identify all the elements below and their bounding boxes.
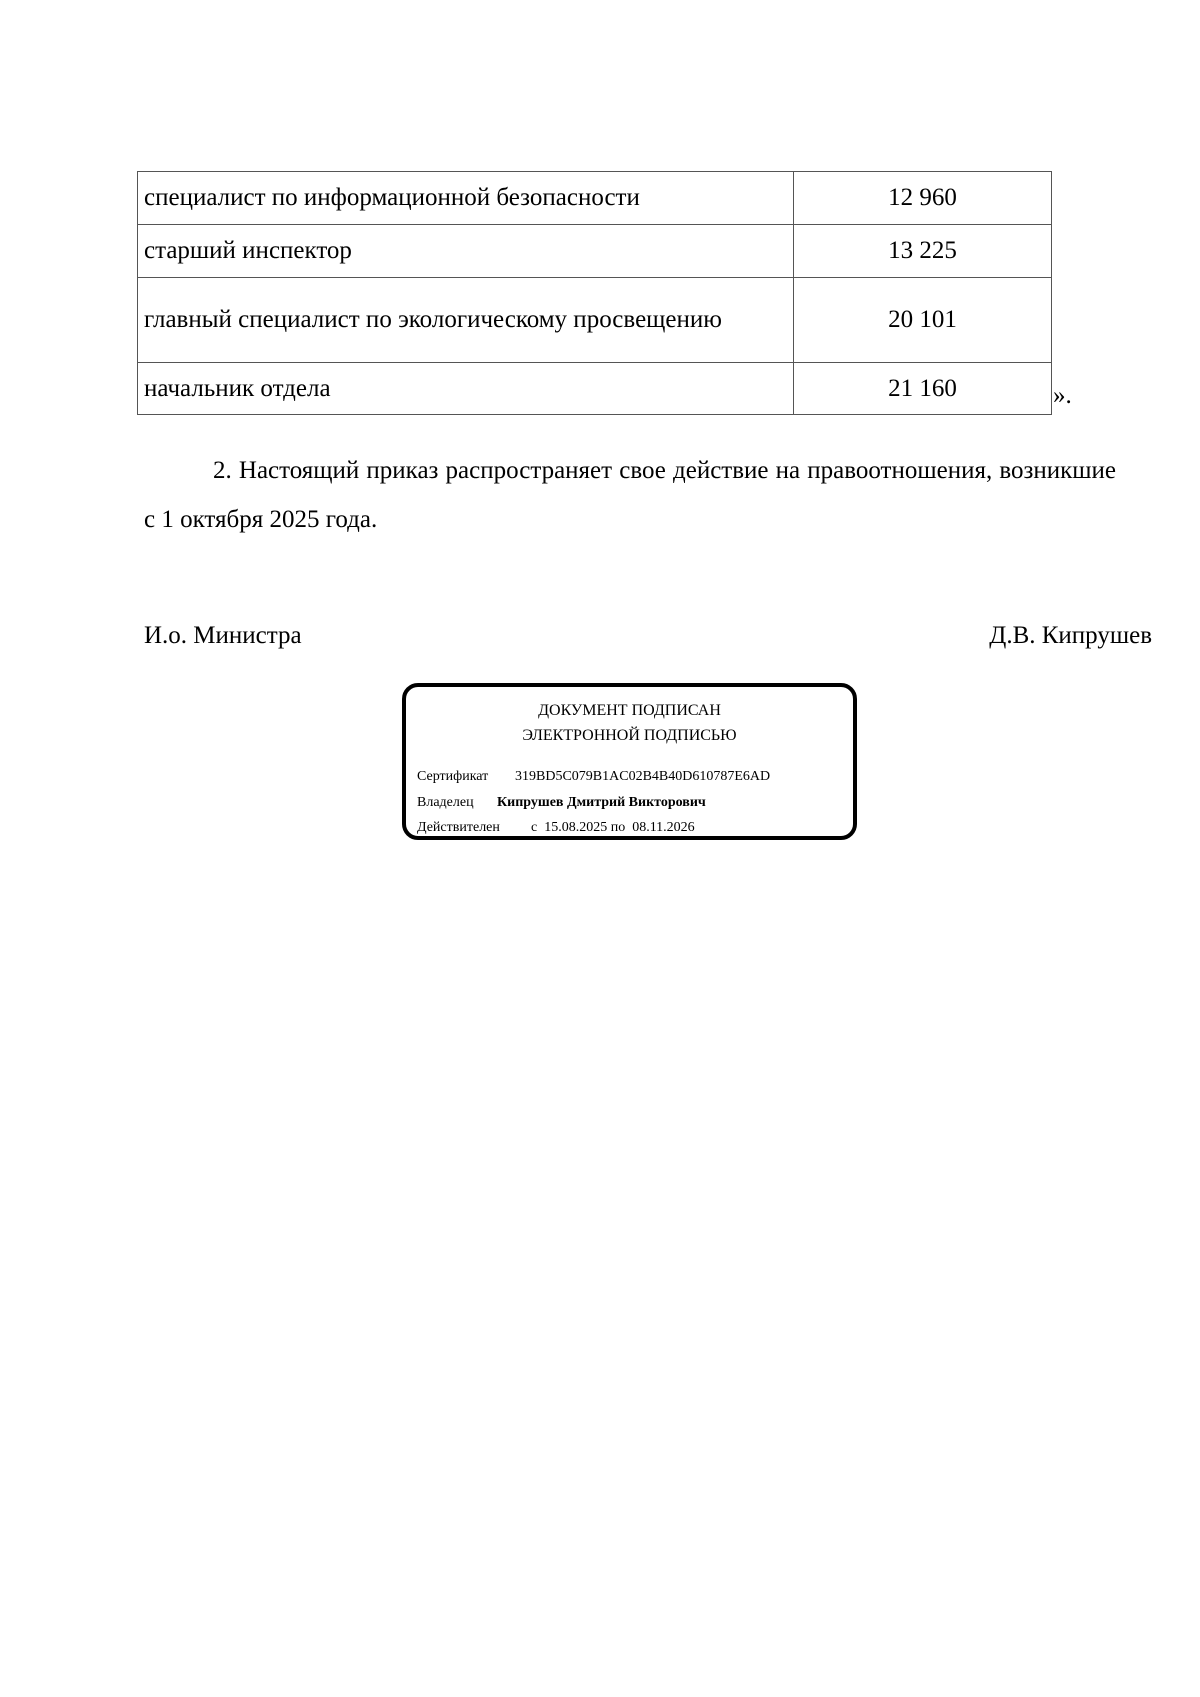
amount-cell: 21 160 [794, 363, 1052, 415]
amount-cell: 13 225 [794, 225, 1052, 278]
position-cell: начальник отдела [138, 363, 794, 415]
body-paragraph: 2. Настоящий приказ распространяет свое действие на правоотношения, возникшие с 1 октября 2025 года. [144, 457, 1116, 533]
salary-table [137, 171, 1052, 415]
stamp-title-line: ЭЛЕКТРОННОЙ ПОДПИСЬЮ [522, 727, 737, 744]
amount-cell: 12 960 [794, 172, 1052, 225]
closing-quote: ». [1053, 382, 1072, 409]
position-cell: старший инспектор [138, 225, 794, 278]
stamp-validity-row [417, 820, 695, 836]
table-row [138, 363, 1052, 415]
table-row [138, 278, 1052, 363]
certificate-value: 319BD5C079B1AC02B4B40D610787E6AD [515, 769, 771, 784]
signatory-role: И.о. Министра [144, 622, 302, 649]
stamp-title [406, 698, 853, 748]
table-row [138, 225, 1052, 278]
position-cell: главный специалист по экологическому просвещению [138, 278, 794, 363]
validity-value: с 15.08.2025 по 08.11.2026 [531, 820, 695, 835]
position-cell: специалист по информационной безопасности [138, 172, 794, 225]
validity-label: Действителен [417, 820, 500, 835]
certificate-label: Сертификат [417, 769, 489, 784]
stamp-owner-row [417, 795, 706, 811]
amount-cell: 20 101 [794, 278, 1052, 363]
stamp-certificate-row [417, 769, 770, 785]
signatory-name: Д.В. Кипрушев [989, 622, 1152, 649]
electronic-signature-stamp [402, 683, 857, 840]
owner-value: Кипрушев Дмитрий Викторович [497, 795, 706, 810]
owner-label: Владелец [417, 795, 474, 810]
stamp-title-line: ДОКУМЕНТ ПОДПИСАН [538, 702, 721, 719]
table-row [138, 172, 1052, 225]
